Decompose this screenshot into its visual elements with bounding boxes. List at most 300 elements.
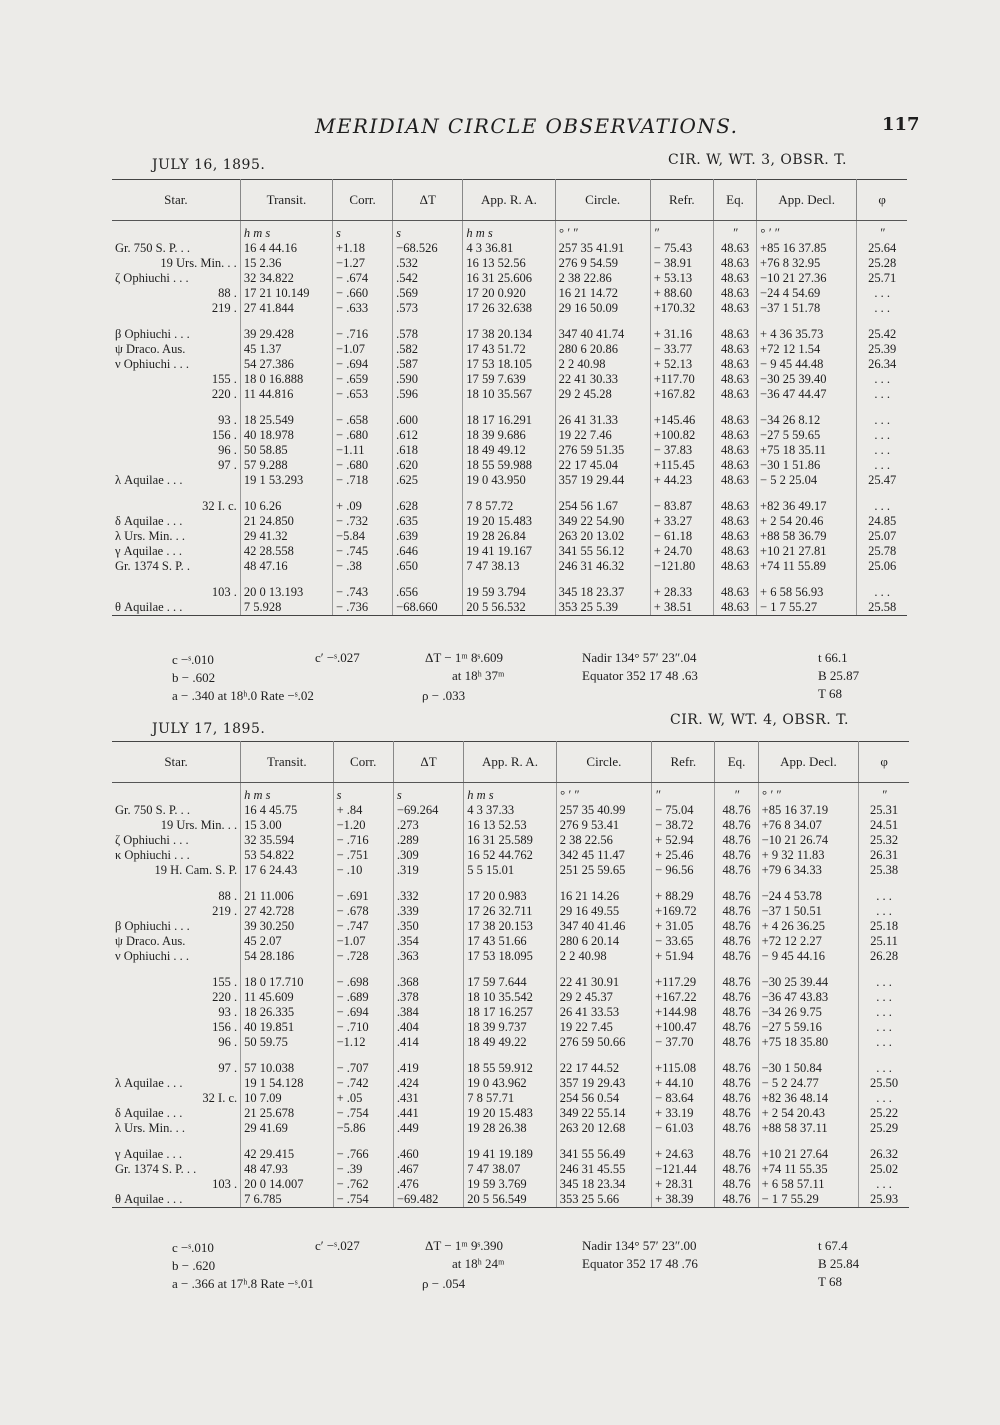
cell-refr: +100.82 [650,428,713,443]
cell-app-decl: −10 21 27.36 [757,271,857,286]
cell-corr: − .747 [333,919,393,934]
cell-app-ra: 17 20 0.920 [463,286,555,301]
cell-delta-t: .639 [393,529,463,544]
cell-refr: + 44.10 [652,1076,715,1091]
unit-cell: h m s [240,221,332,242]
cell-transit: 39 29.428 [240,327,332,342]
cell-app-decl: +74 11 55.35 [758,1162,859,1177]
cell-refr: − 96.56 [652,863,715,878]
cell-eq: 48.76 [715,1020,758,1035]
cell-app-decl: −36 47 43.83 [758,990,859,1005]
table-row [112,1035,909,1050]
spacer-cell [857,316,907,327]
spacer-cell [715,1136,758,1147]
cell-eq: 48.76 [715,889,758,904]
cell-phi: . . . [876,1177,892,1191]
cell-app-ra: 17 26 32.638 [463,301,555,316]
cell-phi: 25.64 [868,241,897,255]
table-row [112,514,907,529]
spacer-cell [333,964,393,975]
section-date: JULY 16, 1895. [152,157,266,173]
cell-app-decl: −24 4 54.69 [757,286,857,301]
equator-reading: Equator 352 17 48 .63 [582,668,698,683]
cell-app-decl: −37 1 51.78 [757,301,857,316]
cell-star: γ Aquilae . . . [112,544,240,559]
cell-phi: . . . [876,904,892,918]
cell-refr: − 38.91 [650,256,713,271]
spacer-cell [393,1050,463,1061]
spacer-cell [333,878,393,889]
cell-eq: 48.63 [713,342,756,357]
cell-circle: 2 38 22.56 [556,833,651,848]
cell-star: 156 . [112,1020,241,1035]
cell-corr: −1.11 [333,443,393,458]
clock-rate-rho: ρ − .033 [422,688,466,703]
cell-app-decl: +82 36 48.14 [758,1091,859,1106]
cell-corr: − .710 [333,1020,393,1035]
spacer-cell [112,316,240,327]
table-row [112,889,909,904]
cell-delta-t: .646 [393,544,463,559]
spacer-cell [859,1136,909,1147]
cell-circle: 246 31 46.32 [555,559,650,574]
cell-circle: 276 9 53.41 [556,818,651,833]
unit-cell [112,221,240,242]
cell-phi: . . . [874,301,890,315]
cell-app-ra: 17 43 51.72 [463,342,555,357]
spacer-cell [758,1136,859,1147]
cell-app-decl: −30 1 50.84 [758,1061,859,1076]
cell-app-decl: −34 26 9.75 [758,1005,859,1020]
table-row [112,327,907,342]
spacer-cell [757,574,857,585]
cell-app-ra: 19 20 15.483 [463,514,555,529]
azimuth-a: a − .366 at 17ʰ.8 Rate −ˢ.01 [172,1276,314,1291]
table-row [112,428,907,443]
cell-eq: 48.63 [713,372,756,387]
cell-phi: . . . [874,443,890,457]
cell-circle: 29 2 45.28 [555,387,650,402]
level-b: b − .620 [172,1258,216,1273]
cell-corr: − .689 [333,990,393,1005]
spacer-cell [463,402,555,413]
cell-phi: . . . [874,413,890,427]
cell-delta-t: .419 [393,1061,463,1076]
cell-delta-t: .332 [393,889,463,904]
table-row [112,372,907,387]
spacer-cell [464,878,556,889]
column-header-app-decl: App. Decl. [757,180,857,221]
cell-eq: 48.63 [713,241,756,256]
cell-phi: 25.42 [868,327,897,341]
cell-star: θ Aquilae . . . [112,600,240,616]
cell-eq: 48.63 [713,428,756,443]
spacer-cell [555,488,650,499]
cell-transit: 48 47.93 [241,1162,333,1177]
cell-corr: + .84 [333,803,393,818]
cell-delta-t: −69.264 [393,803,463,818]
page-header [0,114,1000,144]
cell-app-decl: −36 47 44.47 [757,387,857,402]
cell-eq: 48.63 [713,600,756,616]
cell-transit: 18 26.335 [241,1005,333,1020]
table-footer-july-16 [0,648,1000,718]
group-spacer [112,964,909,975]
cell-corr: − .633 [333,301,393,316]
spacer-cell [464,1136,556,1147]
cell-refr: + 31.05 [652,919,715,934]
cell-app-ra: 17 20 0.983 [464,889,556,904]
column-header-circle: Circle. [555,180,650,221]
cell-transit: 18 0 16.888 [240,372,332,387]
cell-refr: − 33.77 [650,342,713,357]
cell-phi: 25.50 [870,1076,899,1090]
cell-corr: −1.20 [333,818,393,833]
spacer-cell [112,878,241,889]
cell-eq: 48.63 [713,458,756,473]
observations-table-july-16 [112,179,907,616]
cell-star: β Ophiuchi . . . [112,327,240,342]
cell-app-decl: +76 8 34.07 [758,818,859,833]
cell-app-ra: 18 10 35.542 [464,990,556,1005]
table-row [112,544,907,559]
cell-star: 97 . [112,1061,241,1076]
cell-corr: − .653 [333,387,393,402]
cell-app-ra: 18 39 9.737 [464,1020,556,1035]
spacer-cell [464,1050,556,1061]
spacer-cell [333,316,393,327]
cell-app-decl: + 2 54 20.43 [758,1106,859,1121]
cell-star: 155 . [112,372,240,387]
spacer-cell [652,878,715,889]
spacer-cell [556,1050,651,1061]
cell-corr: − .39 [333,1162,393,1177]
cell-phi: 25.22 [870,1106,899,1120]
unit-cell: h m s [464,783,556,804]
cell-app-decl: +82 36 49.17 [757,499,857,514]
cell-circle: 357 19 29.44 [555,473,650,488]
section-instrument: CIR. W, WT. 4, OBSR. T. [670,712,849,728]
cell-eq: 48.63 [713,387,756,402]
group-spacer [112,878,909,889]
cell-refr: + 38.39 [652,1192,715,1208]
cell-refr: +167.22 [652,990,715,1005]
table-row [112,919,909,934]
cell-eq: 48.76 [715,1035,758,1050]
cell-app-ra: 7 8 57.71 [464,1091,556,1106]
cell-eq: 48.63 [713,499,756,514]
column-header-corr: Corr. [333,180,393,221]
cell-phi: . . . [876,1035,892,1049]
cell-refr: − 38.72 [652,818,715,833]
unit-cell: s [333,221,393,242]
table-row [112,803,909,818]
cell-transit: 32 35.594 [241,833,333,848]
cell-app-ra: 17 53 18.105 [463,357,555,372]
cell-star: Gr. 1374 S. P. . . [112,1162,241,1177]
spacer-cell [240,488,332,499]
table-row [112,271,907,286]
cell-circle: 26 41 31.33 [555,413,650,428]
collimation-c: c −ˢ.010 [172,652,214,667]
table-row [112,443,907,458]
group-spacer [112,488,907,499]
cell-circle: 251 25 59.65 [556,863,651,878]
cell-corr: −1.07 [333,934,393,949]
cell-delta-t: .467 [393,1162,463,1177]
table-row [112,342,907,357]
cell-delta-t: .273 [393,818,463,833]
cell-eq: 48.63 [713,443,756,458]
attached-thermometer-t: T 68 [818,686,842,701]
spacer-cell [713,316,756,327]
cell-corr: − .38 [333,559,393,574]
spacer-cell [652,1050,715,1061]
cell-app-decl: +74 11 55.89 [757,559,857,574]
cell-star: 96 . [112,443,240,458]
cell-corr: − .751 [333,848,393,863]
cell-eq: 48.76 [715,818,758,833]
cell-app-decl: −30 1 51.86 [757,458,857,473]
cell-circle: 29 16 50.09 [555,301,650,316]
cell-app-ra: 17 38 20.153 [464,919,556,934]
cell-phi: 25.06 [868,559,897,573]
nadir-reading: Nadir 134° 57′ 23″.04 [582,650,697,665]
cell-eq: 48.63 [713,256,756,271]
column-header-phi: φ [859,742,909,783]
cell-circle: 254 56 1.67 [555,499,650,514]
cell-refr: − 37.83 [650,443,713,458]
cell-delta-t: .289 [393,833,463,848]
cell-app-decl: + 9 32 11.83 [758,848,859,863]
cell-transit: 18 0 17.710 [241,975,333,990]
spacer-cell [112,964,241,975]
cell-delta-t: .384 [393,1005,463,1020]
nadir-reading: Nadir 134° 57′ 23″.00 [582,1238,697,1253]
cell-star: 93 . [112,1005,241,1020]
table-row [112,600,907,616]
cell-corr: − .691 [333,889,393,904]
cell-app-ra: 18 55 59.912 [464,1061,556,1076]
temperature-t: t 66.1 [818,650,848,665]
cell-phi: 25.58 [857,600,907,616]
cell-eq: 48.76 [715,1091,758,1106]
cell-circle: 29 2 45.37 [556,990,651,1005]
cell-circle: 19 22 7.46 [555,428,650,443]
table-row [112,529,907,544]
cell-corr: −5.86 [333,1121,393,1136]
running-title: MERIDIAN CIRCLE OBSERVATIONS. [315,114,739,138]
cell-app-decl: +88 58 36.79 [757,529,857,544]
cell-transit: 11 44.816 [240,387,332,402]
spacer-cell [555,402,650,413]
table-row [112,1005,909,1020]
cell-star: 93 . [112,413,240,428]
cell-transit: 27 41.844 [240,301,332,316]
cell-delta-t: .656 [393,585,463,600]
cell-transit: 29 41.32 [240,529,332,544]
column-header-eq: Eq. [715,742,758,783]
cell-star: θ Aquilae . . . [112,1192,241,1208]
cell-app-ra: 19 28 26.84 [463,529,555,544]
header-row [112,180,907,221]
cell-circle: 22 17 45.04 [555,458,650,473]
cell-app-decl: −30 25 39.40 [757,372,857,387]
cell-corr: −1.27 [333,256,393,271]
cell-app-decl: −30 25 39.44 [758,975,859,990]
table-footer-july-17 [0,1236,1000,1306]
cell-eq: 48.63 [713,413,756,428]
cell-corr: − .10 [333,863,393,878]
clock-correction: ΔT − 1ᵐ 9ˢ.390 [425,1238,504,1253]
table-row [112,975,909,990]
unit-cell: s [333,783,393,804]
cell-refr: + 24.63 [652,1147,715,1162]
cell-phi: . . . [876,1061,892,1075]
column-header-star: Star. [112,180,240,221]
spacer-cell [715,878,758,889]
cell-corr: − .718 [333,473,393,488]
cell-circle: 19 22 7.45 [556,1020,651,1035]
table-row [112,833,909,848]
cell-circle: 22 41 30.33 [555,372,650,387]
table-row [112,559,907,574]
cell-phi: 26.31 [870,848,899,862]
cell-eq: 48.76 [715,1076,758,1091]
cell-corr: +1.18 [333,241,393,256]
cell-refr: + 33.19 [652,1106,715,1121]
table-row [112,1121,909,1136]
table-row [112,413,907,428]
cell-app-ra: 17 59 7.644 [464,975,556,990]
spacer-cell [857,574,907,585]
cell-transit: 39 30.250 [241,919,333,934]
cell-refr: −121.44 [652,1162,715,1177]
cell-app-ra: 18 39 9.686 [463,428,555,443]
cell-transit: 45 1.37 [240,342,332,357]
section-instrument: CIR. W, WT. 3, OBSR. T. [668,152,847,168]
spacer-cell [555,316,650,327]
cell-delta-t: .363 [393,949,463,964]
collimation-c: c −ˢ.010 [172,1240,214,1255]
cell-app-ra: 18 49 49.22 [464,1035,556,1050]
azimuth-a: a − .340 at 18ʰ.0 Rate −ˢ.02 [172,688,314,703]
cell-star: β Ophiuchi . . . [112,919,241,934]
unit-cell: ° ′ ″ [758,783,859,804]
cell-delta-t: .628 [393,499,463,514]
cell-circle: 353 25 5.39 [555,600,650,616]
cell-eq: 48.63 [713,473,756,488]
cell-app-decl: +10 21 27.64 [758,1147,859,1162]
group-spacer [112,316,907,327]
unit-cell: ″ [713,221,756,242]
cell-app-ra: 18 55 59.988 [463,458,555,473]
spacer-cell [758,964,859,975]
cell-phi: . . . [874,372,890,386]
cell-circle: 345 18 23.37 [555,585,650,600]
spacer-cell [464,964,556,975]
spacer-cell [715,964,758,975]
cell-delta-t: .569 [393,286,463,301]
collimation-c-prime: c′ −ˢ.027 [315,650,360,665]
cell-eq: 48.76 [715,848,758,863]
cell-delta-t: .587 [393,357,463,372]
cell-app-ra: 7 47 38.07 [464,1162,556,1177]
cell-eq: 48.63 [713,301,756,316]
cell-refr: − 61.18 [650,529,713,544]
cell-phi: 25.32 [870,833,899,847]
spacer-cell [393,878,463,889]
cell-delta-t: .635 [393,514,463,529]
cell-refr: + 88.29 [652,889,715,904]
cell-app-ra: 7 47 38.13 [463,559,555,574]
cell-circle: 254 56 0.54 [556,1091,651,1106]
cell-refr: +115.08 [652,1061,715,1076]
cell-star: λ Urs. Min. . . [112,1121,241,1136]
barometer-b: B 25.87 [818,668,860,683]
cell-transit: 16 4 44.16 [240,241,332,256]
units-row [112,783,909,804]
cell-phi: 25.39 [868,342,897,356]
cell-delta-t: .431 [393,1091,463,1106]
cell-phi: 25.93 [859,1192,909,1208]
spacer-cell [757,488,857,499]
cell-corr: −1.12 [333,1035,393,1050]
cell-app-decl: −34 26 8.12 [757,413,857,428]
cell-app-ra: 19 41 19.167 [463,544,555,559]
group-spacer [112,402,907,413]
cell-transit: 18 25.549 [240,413,332,428]
spacer-cell [112,574,240,585]
cell-eq: 48.76 [715,1192,758,1208]
spacer-cell [650,488,713,499]
cell-corr: − .716 [333,327,393,342]
group-spacer [112,1136,909,1147]
cell-phi: . . . [876,1091,892,1105]
cell-app-decl: +76 8 32.95 [757,256,857,271]
table-row [112,1076,909,1091]
cell-phi: 25.78 [868,544,897,558]
cell-refr: + 51.94 [652,949,715,964]
cell-app-ra: 17 43 51.66 [464,934,556,949]
cell-refr: + 28.33 [650,585,713,600]
cell-refr: − 61.03 [652,1121,715,1136]
cell-circle: 257 35 40.99 [556,803,651,818]
cell-corr: − .728 [333,949,393,964]
spacer-cell [241,1050,333,1061]
cell-transit: 15 3.00 [241,818,333,833]
cell-refr: − 33.65 [652,934,715,949]
cell-phi: 25.29 [870,1121,899,1135]
cell-app-decl: +85 16 37.85 [757,241,857,256]
cell-corr: − .754 [333,1192,393,1208]
unit-cell: ° ′ ″ [556,783,651,804]
cell-circle: 353 25 5.66 [556,1192,651,1208]
cell-transit: 53 54.822 [241,848,333,863]
cell-app-decl: −37 1 50.51 [758,904,859,919]
cell-star: ζ Ophiuchi . . . [112,271,240,286]
cell-corr: − .745 [333,544,393,559]
header-row [112,742,909,783]
cell-corr: − .680 [333,458,393,473]
cell-circle: 246 31 45.55 [556,1162,651,1177]
cell-star: 219 . [112,301,240,316]
cell-transit: 20 0 13.193 [240,585,332,600]
cell-delta-t: .319 [393,863,463,878]
cell-delta-t: .414 [393,1035,463,1050]
spacer-cell [333,1050,393,1061]
cell-star: δ Aquilae . . . [112,1106,241,1121]
